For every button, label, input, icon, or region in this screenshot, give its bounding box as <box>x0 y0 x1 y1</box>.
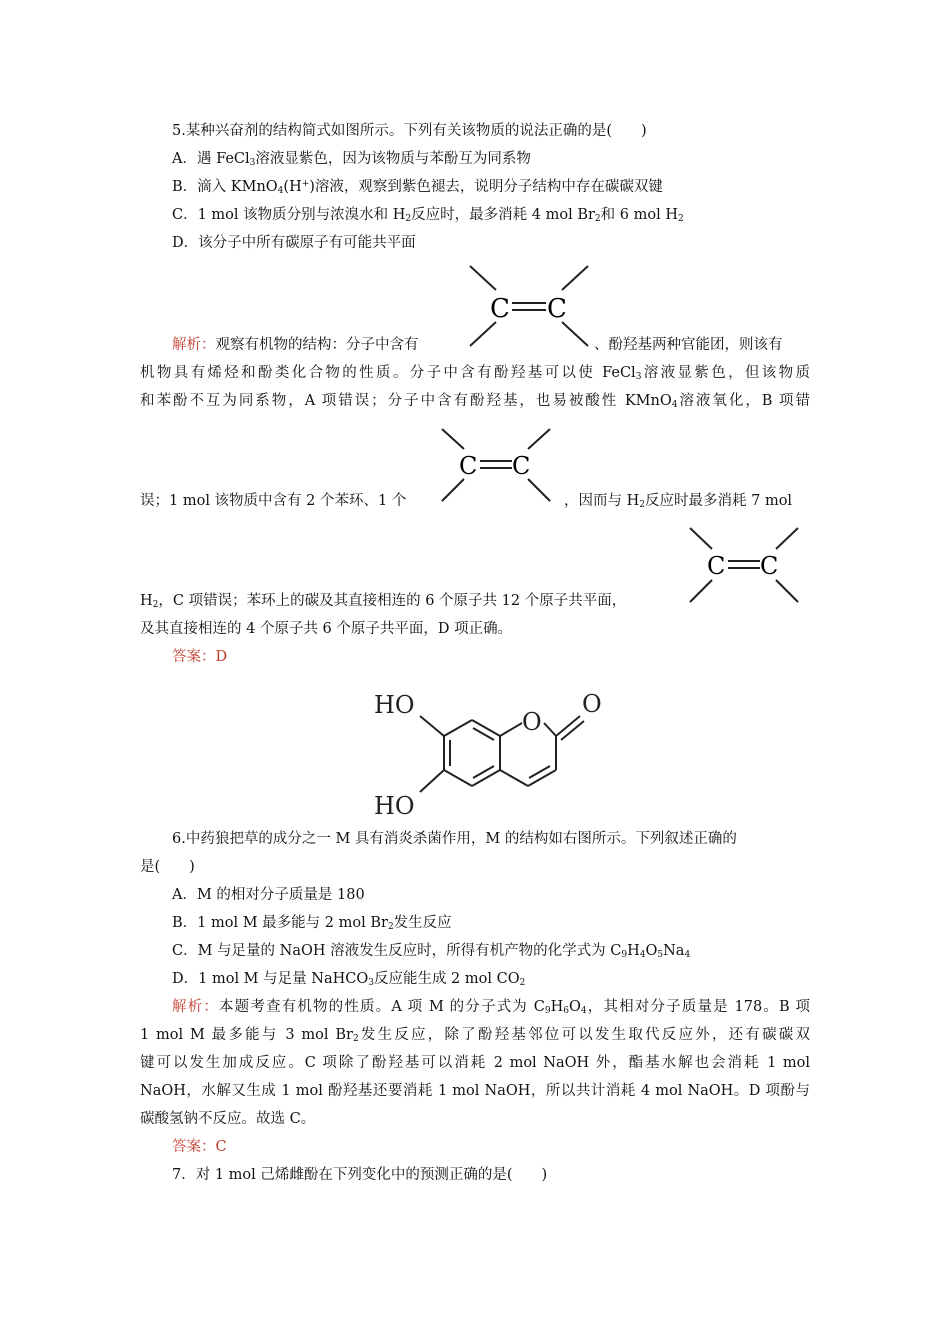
a6-answer: 答案：C <box>172 1139 227 1155</box>
svg-text:HO: HO <box>374 691 415 719</box>
q6-option-c: C．M 与足量的 NaOH 溶液发生反应时，所得有机产物的化学式为 $C_9H_4O_5Na_4$ <box>172 943 691 960</box>
svg-text:O: O <box>582 690 602 718</box>
q6-option-d: D．1 mol M 与足量 NaHCO$_3$反应能生成 2 mol $CO_2$ <box>172 971 526 988</box>
a5-line-1: 解析：观察有机物的结构：分子中含有 <box>172 337 419 353</box>
q5-stem: 5.某种兴奋剂的结构简式如图所示。下列有关该物质的说法正确的是( ) <box>172 123 647 139</box>
svg-text:C: C <box>707 552 726 580</box>
svg-text:C: C <box>760 552 779 580</box>
q6-option-a: A．M 的相对分子质量是 180 <box>172 887 365 903</box>
a6-line-3: 键可以发生加成反应。C 项除了酚羟基可以消耗 2 mol NaOH 外，酯基水解也会消耗 1 mol <box>140 1055 810 1071</box>
q5-option-b: B．滴入 KMnO$_4$(H+)溶液，观察到紫色褪去，说明分子结构中存在碳碳双键 <box>172 179 663 196</box>
a5-line-6: 及其直接相连的 4 个原子共 6 个原子共平面，D 项正确。 <box>140 621 513 637</box>
q7-stem: 7．对 1 mol 己烯雌酚在下列变化中的预测正确的是( ) <box>172 1167 548 1183</box>
q6-stem-2: 是( ) <box>140 859 195 875</box>
svg-text:O: O <box>522 708 542 736</box>
svg-text:C: C <box>512 452 531 480</box>
a5-answer: 答案：D <box>172 649 228 665</box>
q5-option-a: A．遇 FeCl$_3$溶液显紫色，因为该物质与苯酚互为同系物 <box>172 151 531 168</box>
svg-text:C: C <box>459 452 478 480</box>
svg-text:C: C <box>547 294 567 324</box>
q5-option-d: D．该分子中所有碳原子有可能共平面 <box>172 235 416 251</box>
alkene-double-bond-diagram <box>688 524 800 606</box>
a5-line-4-cont: ，因而与 $H_2$反应时最多消耗 7 mol <box>564 493 793 510</box>
alkene-double-bond-diagram <box>440 425 552 505</box>
a5-line-3: 和苯酚不互为同系物，A 项错误；分子中含有酚羟基，也易被酸性 KMnO$_4$溶液氧化，B 项错 <box>140 393 811 410</box>
a5-line-2: 机物具有烯烃和酚类化合物的性质。分子中含有酚羟基可以使 FeCl$_3$溶液显紫色，但该物质 <box>140 365 811 382</box>
molecule-m-structure <box>372 676 612 826</box>
a6-line-5: 碳酸氢钠不反应。故选 C。 <box>140 1111 316 1127</box>
a6-line-1: 解析：本题考查有机物的性质。A 项 M 的分子式为 $C_9H_6O_4$，其相对分子质量是 178。B 项 <box>172 999 810 1016</box>
a5-line-4: 误；1 mol 该物质中含有 2 个苯环、1 个 <box>140 493 407 509</box>
q6-stem-1: 6.中药狼把草的成分之一 M 具有消炎杀菌作用，M 的结构如右图所示。下列叙述正确的 <box>172 831 737 847</box>
a6-line-4: NaOH，水解又生成 1 mol 酚羟基还要消耗 1 mol NaOH，所以共计消耗 4 mol NaOH。D 项酚与 <box>140 1083 810 1099</box>
a5-line-1-cont: 、酚羟基两种官能团，则该有 <box>594 337 783 353</box>
svg-text:HO: HO <box>374 792 415 820</box>
q6-option-b: B．1 mol M 最多能与 2 mol $Br_2$发生反应 <box>172 915 452 932</box>
alkene-double-bond-diagram <box>468 262 590 352</box>
svg-text:C: C <box>490 294 510 324</box>
q5-option-c: C．1 mol 该物质分别与浓溴水和 $H_2$反应时，最多消耗 4 mol $Br_2$和 6 mol $H_2$ <box>172 207 684 224</box>
a6-line-2: 1 mol M 最多能与 3 mol $Br_2$发生反应，除了酚羟基邻位可以发生取代反应外，还有碳碳双 <box>140 1027 810 1044</box>
a5-line-5: $H_2$，C 项错误；苯环上的碳及其直接相连的 6 个原子共 12 个原子共平面， <box>140 593 627 610</box>
